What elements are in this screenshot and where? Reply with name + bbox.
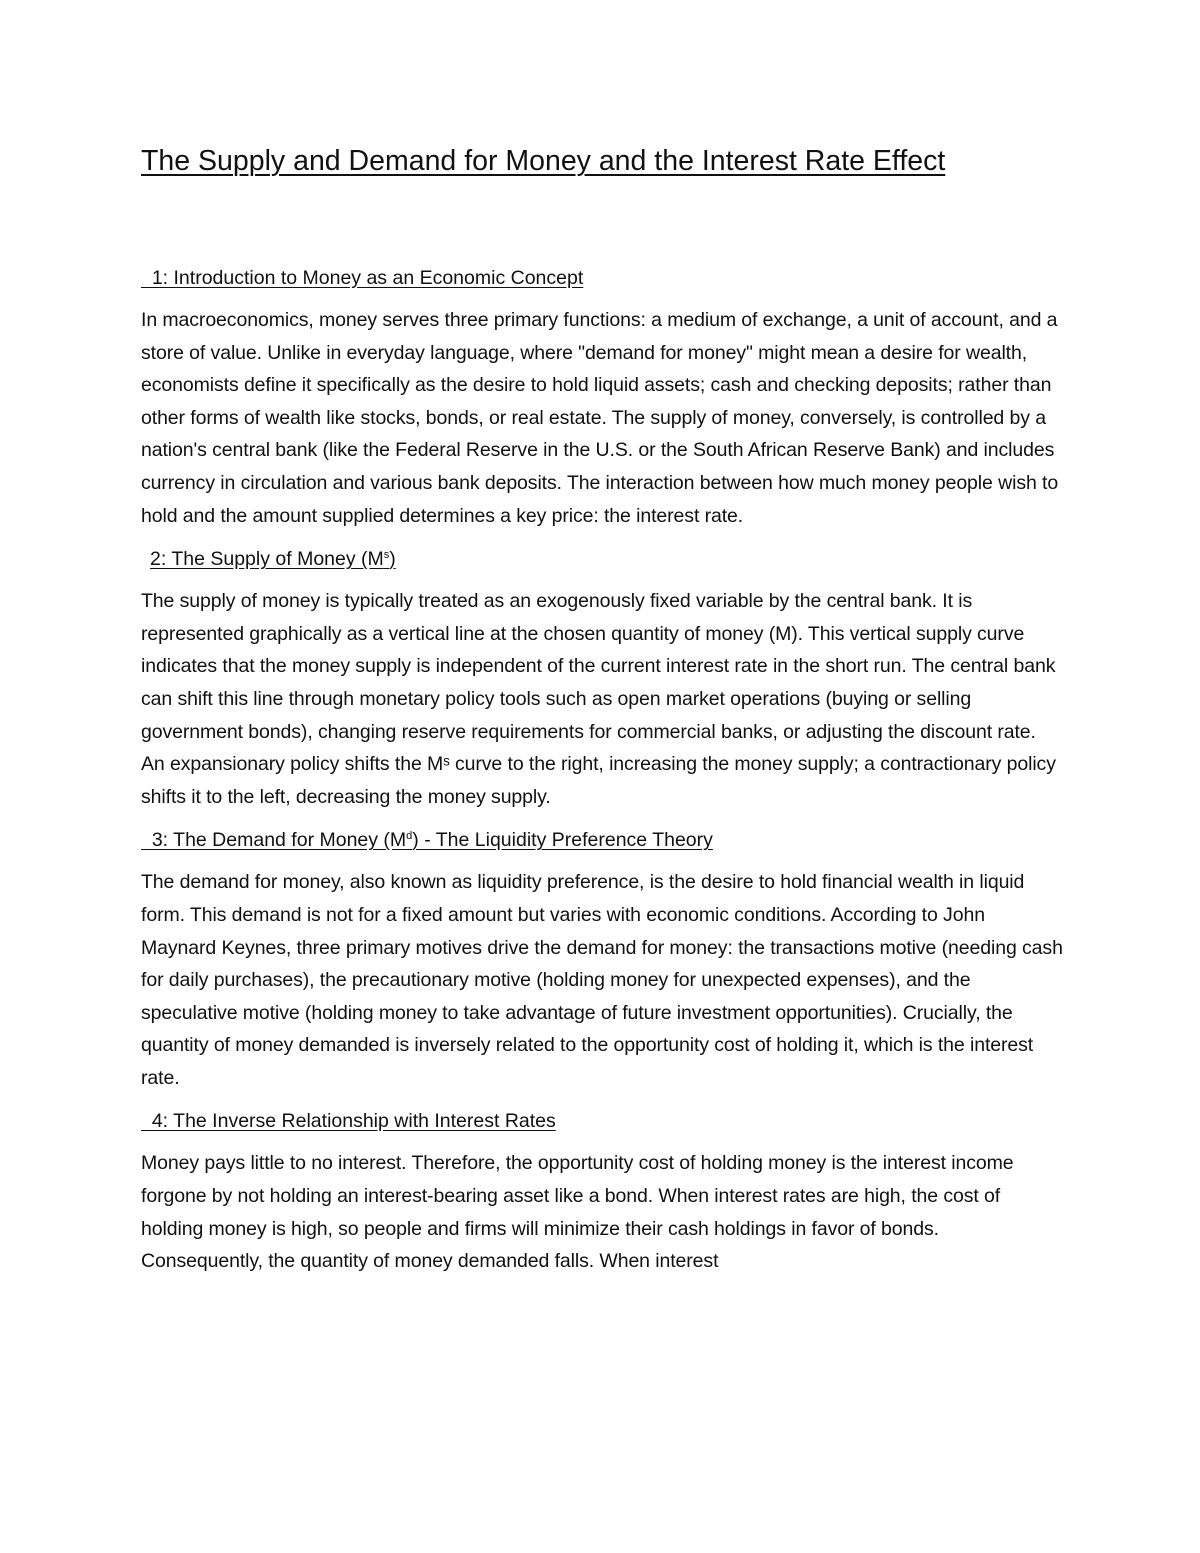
section-heading-text: [141, 267, 583, 289]
section-paragraph: The demand for money, also known as liquidity preference, is the desire to hold financial wealth in liquid form. This demand is not for a fixed amount but varies with economic conditions. According to John Maynard Keynes, three primary motives drive the demand for money: the transactions motive (needing cash for daily purchases), the precautionary motive (holding money for unexpected expenses), and the speculative motive (holding money to take advantage of future investment opportunities). Crucially, the quantity of money demanded is inversely related to the opportunity cost of holding it, which is the interest rate.: [141, 871, 1063, 1089]
section-heading-superscript: s: [383, 549, 390, 562]
section-inverse-relationship: [141, 1105, 1063, 1277]
section-heading: [141, 543, 1063, 576]
section-paragraph: In macroeconomics, money serves three primary functions: a medium of exchange, a unit of account, and a store of value. Unlike in everyday language, where "demand for money" might mean a desire for wealth, economists define it specifically as the desire to hold liquid assets; cash and checking deposits; rather than other forms of wealth like stocks, bonds, or real estate. The supply of money, conversely, is controlled by a nation's central bank (like the Federal Reserve in the U.S. or the South African Reserve Bank) and includes currency in circulation and various bank deposits. The interaction between how much money people wish to hold and the amount supplied determines a key price: the interest rate.: [141, 309, 1059, 527]
section-heading: [141, 1105, 1063, 1138]
section-heading-lead: 3: The Demand for Money (M: [141, 829, 407, 852]
section-money-supply: [141, 543, 1063, 813]
section-heading-lead: 2: The Supply of Money (M: [150, 548, 384, 571]
section-heading-lead: 1: Introduction to Money as an Economic Concept: [141, 267, 584, 289]
section-heading-superscript: d: [406, 830, 413, 843]
section-heading-text: [141, 1110, 556, 1132]
section-heading: [141, 824, 1063, 857]
section-paragraph: Money pays little to no interest. Therefore, the opportunity cost of holding money is the interest income forgone by not holding an interest-bearing asset like a bond. When interest rates are high, the cost of holding money is high, so people and firms will minimize their cash holdings in favor of bonds. Consequently, the quantity of money demanded falls. When interest: [141, 1152, 1014, 1273]
section-heading-tail: ): [389, 548, 396, 571]
document-body: [141, 262, 1063, 1289]
section-money-demand: [141, 824, 1063, 1094]
section-heading: [141, 262, 1063, 295]
document-title: The Supply and Demand for Money and the Interest Rate Effect: [141, 145, 946, 177]
section-introduction: [141, 262, 1063, 532]
section-paragraph: The supply of money is typically treated as an exogenously fixed variable by the central bank. It is represented graphically as a vertical line at the chosen quantity of money (M). This vertical supply curve indicates that the money supply is independent of the current interest rate in the short run. The central bank can shift this line through monetary policy tools such as open market operations (buying or selling government bonds), changing reserve requirements for commercial banks, or adjusting the discount rate. An expansionary policy shifts the Mˢ curve to the right, increasing the money supply; a contractionary policy shifts it to the left, decreasing the money supply.: [141, 590, 1056, 808]
section-heading-tail: ) - The Liquidity Preference Theory: [412, 829, 713, 852]
section-heading-text: [150, 548, 396, 570]
section-heading-text: [141, 829, 713, 851]
section-heading-lead: 4: The Inverse Relationship with Interest Rates: [141, 1110, 556, 1133]
